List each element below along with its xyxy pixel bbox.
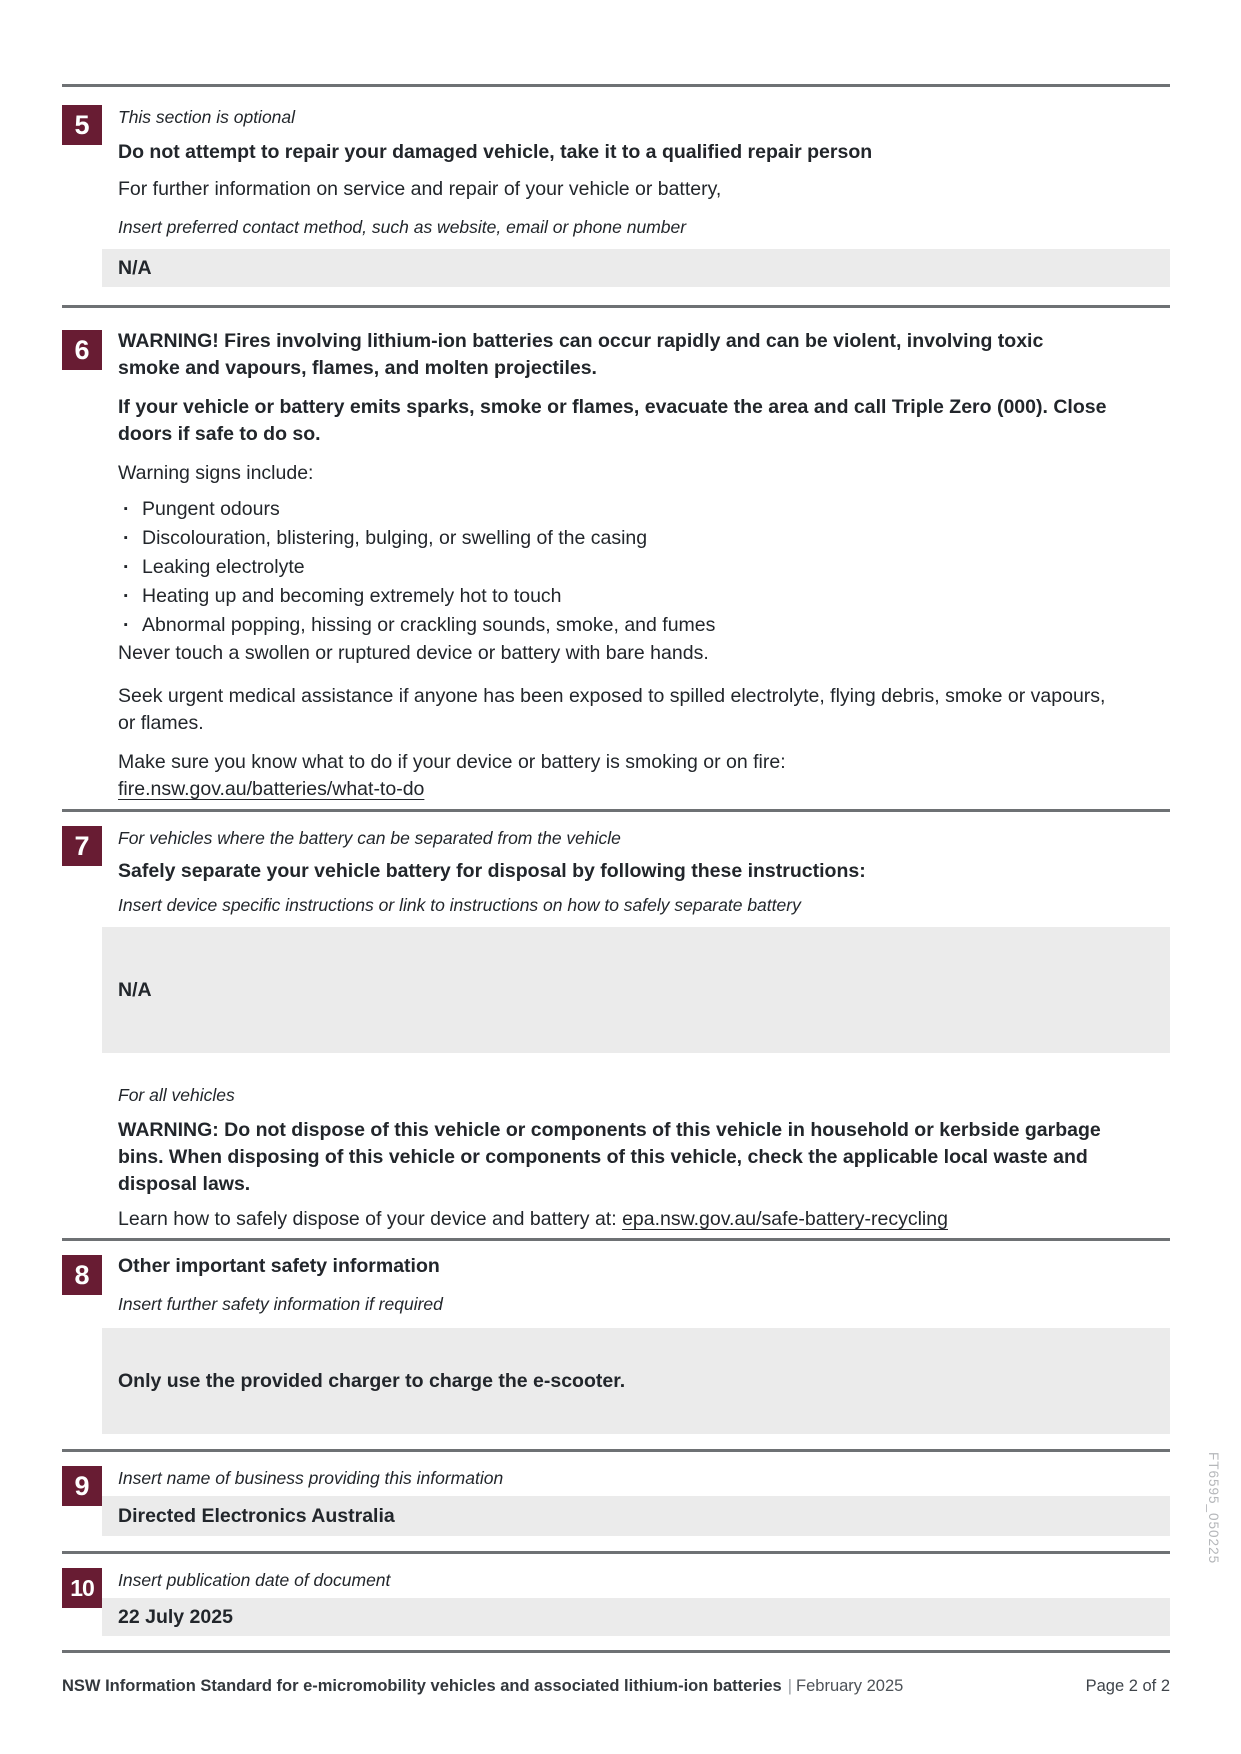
section-9 bbox=[62, 1449, 1170, 1551]
section-7-insert-label: Insert device specific instructions or link to instructions on how to safely separate battery bbox=[118, 895, 801, 915]
section-5-heading: Do not attempt to repair your damaged vehicle, take it to a qualified repair person bbox=[118, 141, 873, 163]
footer-divider bbox=[62, 1650, 1170, 1653]
section-6-fire-warning-heading: WARNING! Fires involving lithium-ion batteries can occur rapidly and can be violent, involving toxic smoke and vapours, flames, and molten projectiles. bbox=[118, 330, 1044, 379]
section-10-number-badge: 10 bbox=[62, 1568, 102, 1608]
footer-separator: | bbox=[787, 1677, 793, 1695]
section-7-condition-note: For vehicles where the battery can be separated from the vehicle bbox=[118, 828, 621, 848]
section-10 bbox=[62, 1551, 1170, 1650]
section-6-never-touch-text: Never touch a swollen or ruptured device or battery with bare hands. bbox=[118, 642, 709, 664]
section-6-fire-info bbox=[118, 749, 1108, 803]
form-reference-code: FT6595_050225 bbox=[1206, 1452, 1221, 1565]
warning-sign-item: · Abnormal popping, hissing or crackling sounds, smoke, and fumes bbox=[118, 611, 1170, 640]
section-8-safety-info-field: Only use the provided charger to charge the e-scooter. bbox=[102, 1328, 1170, 1434]
section-7-dispose-info bbox=[118, 1206, 1170, 1233]
warning-sign-item: · Heating up and becoming extremely hot to touch bbox=[118, 582, 1170, 611]
section-7-disposal-warning: WARNING: Do not dispose of this vehicle or components of this vehicle in household or kerbside garbage bins. When disposing of this vehicle or components of this vehicle, check the applicable local waste and disposal laws. bbox=[118, 1119, 1101, 1195]
warning-signs-list bbox=[118, 495, 1170, 640]
section-7-instructions-field: N/A bbox=[102, 927, 1170, 1053]
section-6-number-badge: 6 bbox=[62, 330, 102, 370]
section-5-body-text: For further information on service and repair of your vehicle or battery, bbox=[118, 178, 722, 200]
section-9-business-name-field: Directed Electronics Australia bbox=[102, 1496, 1170, 1536]
document-content bbox=[62, 0, 1170, 1697]
footer-document-title: NSW Information Standard for e-micromobility vehicles and associated lithium-ion batteries bbox=[62, 1677, 782, 1695]
section-6-evacuate-heading: If your vehicle or battery emits sparks, smoke or flames, evacuate the area and call Triple Zero (000). Close doors if safe to do so. bbox=[118, 396, 1107, 445]
section-7-number-badge: 7 bbox=[62, 826, 102, 866]
section-8 bbox=[62, 1238, 1170, 1449]
section-7-heading: Safely separate your vehicle battery for disposal by following these instructions: bbox=[118, 860, 866, 882]
epa-nsw-link[interactable]: epa.nsw.gov.au/safe-battery-recycling bbox=[622, 1208, 948, 1230]
section-10-publication-date-field: 22 July 2025 bbox=[102, 1598, 1170, 1636]
section-10-insert-label: Insert publication date of document bbox=[118, 1570, 391, 1590]
section-8-number-badge: 8 bbox=[62, 1255, 102, 1295]
section-5-insert-label: Insert preferred contact method, such as website, email or phone number bbox=[118, 217, 687, 237]
footer-date: February 2025 bbox=[796, 1677, 904, 1695]
section-6-medical-text: Seek urgent medical assistance if anyone has been exposed to spilled electrolyte, flying debris, smoke or vapours, or flames. bbox=[118, 685, 1106, 734]
fire-nsw-link[interactable]: fire.nsw.gov.au/batteries/what-to-do bbox=[118, 778, 425, 800]
section-7-all-vehicles-note: For all vehicles bbox=[118, 1085, 235, 1105]
section-5-optional-note: This section is optional bbox=[118, 107, 296, 127]
section-8-insert-label: Insert further safety information if required bbox=[118, 1294, 443, 1314]
page-footer bbox=[62, 1675, 1170, 1697]
section-5 bbox=[62, 84, 1170, 305]
section-9-number-badge: 9 bbox=[62, 1466, 102, 1506]
section-9-insert-label: Insert name of business providing this information bbox=[118, 1468, 504, 1488]
warning-sign-item: · Discolouration, blistering, bulging, or swelling of the casing bbox=[118, 524, 1170, 553]
section-5-contact-field: N/A bbox=[102, 249, 1170, 287]
warning-sign-item: · Leaking electrolyte bbox=[118, 553, 1170, 582]
footer-document-info bbox=[62, 1675, 903, 1697]
section-6-warning-signs-intro: Warning signs include: bbox=[118, 462, 314, 484]
warning-sign-item: · Pungent odours bbox=[118, 495, 1170, 524]
section-7 bbox=[62, 809, 1170, 1238]
section-8-heading: Other important safety information bbox=[118, 1255, 440, 1277]
section-5-number-badge: 5 bbox=[62, 105, 102, 145]
section-6 bbox=[62, 305, 1170, 809]
fire-info-intro: Make sure you know what to do if your device or battery is smoking or on fire: bbox=[118, 751, 786, 773]
page-number-indicator: Page 2 of 2 bbox=[1085, 1677, 1170, 1695]
dispose-intro: Learn how to safely dispose of your device and battery at: bbox=[118, 1208, 623, 1230]
